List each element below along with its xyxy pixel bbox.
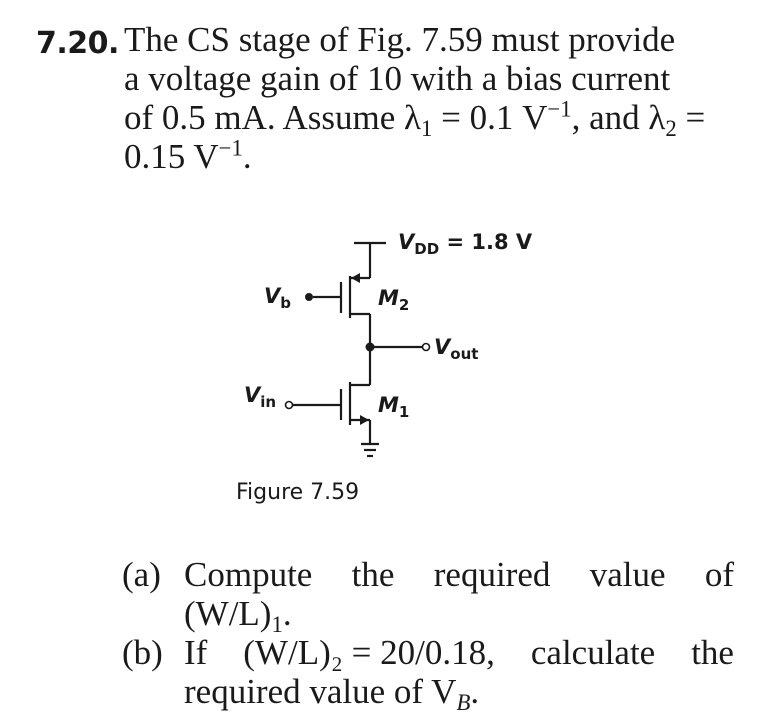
output-node	[366, 343, 375, 352]
problem-line-1: The CS stage of Fig. 7.59 must provide	[124, 20, 676, 59]
vout-label: $V_{out}$	[434, 335, 479, 363]
part-b-line-1: If (W/L)₂ = 20/0.18, calculate the	[184, 633, 734, 672]
vb-terminal	[305, 293, 313, 301]
m1-source-arrow	[360, 415, 369, 425]
vin-label: $V_{in}$	[244, 383, 277, 411]
m2-label: $M_2$	[378, 286, 410, 314]
problem-line-3: of 0.5 mA. Assume $\lambda_1 = 0.1$ $V^{-1}$, and $\lambda_2$ =	[124, 96, 706, 141]
part-a	[122, 555, 734, 637]
problem-parts	[122, 555, 734, 715]
m1-label: $M_1$	[378, 393, 410, 421]
part-a-line-1: Compute the required value of	[184, 555, 734, 594]
problem-text	[124, 20, 744, 176]
part-b-label: (b)	[122, 633, 163, 672]
m2-source-arrow	[351, 273, 360, 283]
problem-line-2: a voltage gain of 10 with a bias current	[124, 59, 671, 98]
problem-line-4: 0.15 $V^{-1}$.	[124, 135, 252, 176]
figure-caption: Figure 7.59	[236, 480, 360, 505]
part-b-line-2: required value of $V_B$.	[184, 672, 480, 715]
vb-label: $V_b$	[264, 284, 292, 312]
part-a-line-2: $(W/L)_1$.	[184, 594, 292, 637]
part-a-label: (a)	[122, 555, 161, 594]
vin-terminal	[286, 402, 293, 409]
vdd-label: $V_{DD} = 1.8$ V	[398, 230, 533, 258]
part-b	[122, 633, 734, 715]
vout-terminal	[423, 344, 430, 351]
problem-number: 7.20.	[36, 26, 119, 61]
circuit-diagram	[222, 222, 562, 522]
